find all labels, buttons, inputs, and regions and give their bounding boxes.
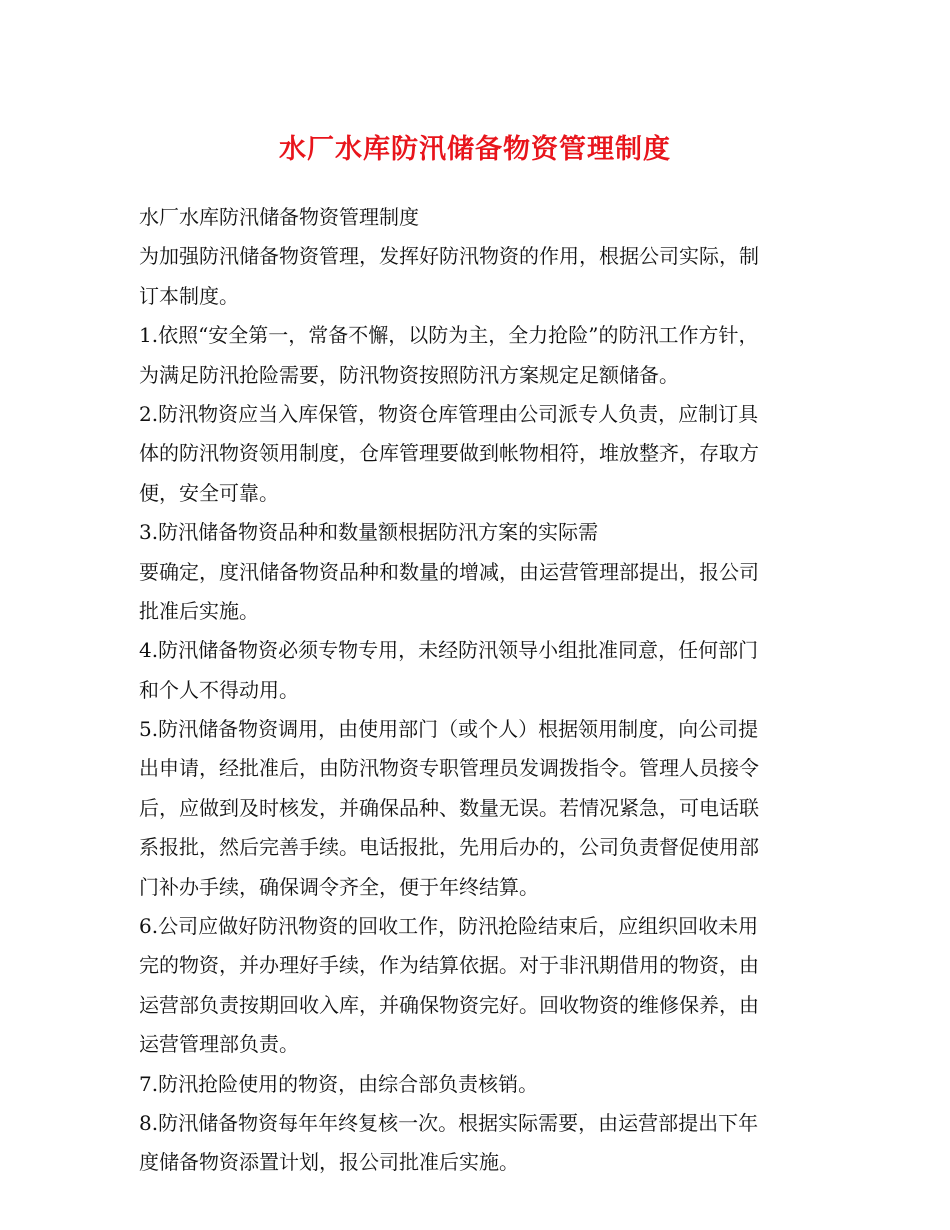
body-line: 运营管理部负责。 xyxy=(139,1032,299,1057)
body-line: 为加强防汛储备物资管理，发挥好防汛物资的作用，根据公司实际，制 xyxy=(139,244,759,269)
body-line: 运营部负责按期回收入库，并确保物资完好。回收物资的维修保养，由 xyxy=(139,992,759,1017)
document-body xyxy=(139,198,819,1183)
body-line: 完的物资，并办理好手续，作为结算依据。对于非汛期借用的物资，由 xyxy=(139,953,759,978)
body-line: 7.防汛抢险使用的物资，由综合部负责核销。 xyxy=(139,1071,539,1096)
body-line: 8.防汛储备物资每年年终复核一次。根据实际需要，由运营部提出下年 xyxy=(139,1110,759,1135)
body-line: 水厂水库防汛储备物资管理制度 xyxy=(139,205,419,229)
document-title: 水厂水库防汛储备物资管理制度 xyxy=(279,134,671,165)
body-line: 要确定，度汛储备物资品种和数量的增减，由运营管理部提出，报公司 xyxy=(139,559,759,584)
body-line: 出申请，经批准后，由防汛物资专职管理员发调拨指令。管理人员接令 xyxy=(139,756,759,781)
body-line: 4.防汛储备物资必须专物专用，未经防汛领导小组批准同意，任何部门 xyxy=(139,638,759,663)
body-line: 为满足防汛抢险需要，防汛物资按照防汛方案规定足额储备。 xyxy=(139,362,679,387)
body-line: 和个人不得动用。 xyxy=(139,677,299,702)
body-line: 订本制度。 xyxy=(139,283,239,308)
body-line: 便，安全可靠。 xyxy=(139,480,279,505)
body-line: 1.依照“安全第一，常备不懈，以防为主，全力抢险”的防汛工作方针， xyxy=(139,323,759,348)
body-line: 5.防汛储备物资调用，由使用部门（或个人）根据领用制度，向公司提 xyxy=(139,717,759,742)
body-line: 2.防汛物资应当入库保管，物资仓库管理由公司派专人负责，应制订具 xyxy=(139,401,759,426)
body-line: 系报批，然后完善手续。电话报批，先用后办的，公司负责督促使用部 xyxy=(139,835,759,860)
body-line: 门补办手续，确保调令齐全，便于年终结算。 xyxy=(139,874,539,899)
body-line: 后，应做到及时核发，并确保品种、数量无误。若情况紧急，可电话联 xyxy=(139,795,759,820)
body-line: 批准后实施。 xyxy=(139,598,259,623)
body-line: 度储备物资添置计划，报公司批准后实施。 xyxy=(139,1150,519,1175)
body-line: 6.公司应做好防汛物资的回收工作，防汛抢险结束后，应组织回收未用 xyxy=(139,914,759,939)
body-line: 3.防汛储备物资品种和数量额根据防汛方案的实际需 xyxy=(139,520,599,545)
body-line: 体的防汛物资领用制度，仓库管理要做到帐物相符，堆放整齐，存取方 xyxy=(139,441,759,466)
